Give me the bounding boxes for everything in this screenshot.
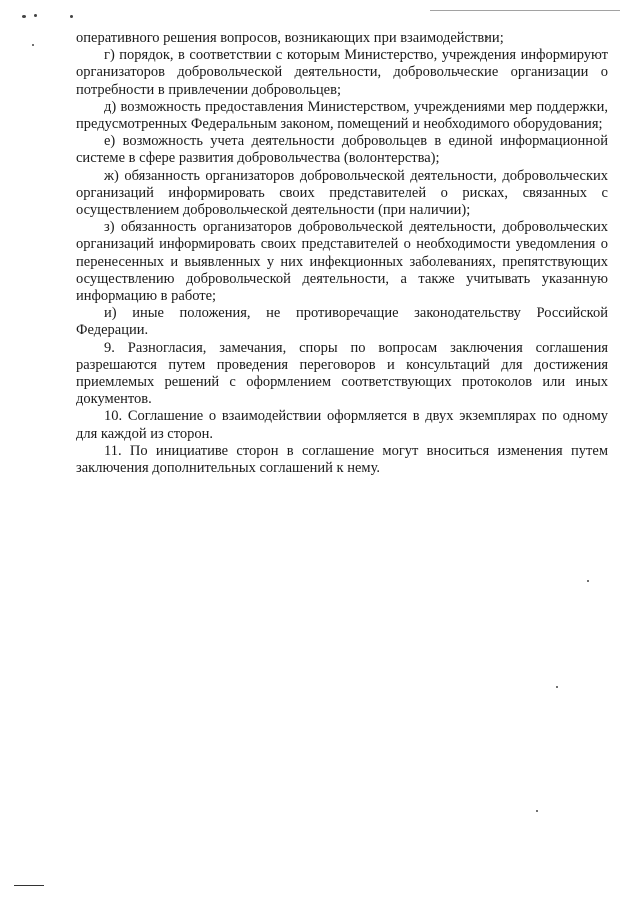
scan-artifact-top-line (430, 10, 620, 11)
clause-9: 9. Разногласия, замечания, споры по вопросам заключения соглашения разрешаются путем проведения переговоров и консультаций для достижения приемлемых решений с оформлением соответствующих протоколов или иных документов. (76, 339, 608, 408)
item-g: г) порядок, в соответствии с которым Министерство, учреждения информируют организаторов добровольческой деятельности, добровольческие организации о потребности в привлечении добровольцев; (76, 47, 608, 98)
document-body (76, 30, 608, 477)
scan-artifact-speck (556, 686, 558, 688)
scan-artifact-speck (34, 14, 37, 17)
item-zh: ж) обязанность организаторов добровольческой деятельности, добровольческих организаций информировать своих представителей о рисках, связанных с осуществлением добровольческой деятельности (при наличии); (76, 167, 608, 219)
item-d: д) возможность предоставления Министерством, учреждениями мер поддержки, предусмотренных Федеральным законом, помещений и необходимого оборудования; (76, 98, 608, 133)
scan-artifact-bottom-line (14, 885, 44, 886)
scan-artifact-speck (70, 15, 73, 18)
item-i: и) иные положения, не противоречащие законодательству Российской Федерации. (76, 305, 608, 339)
scan-artifact-speck (587, 580, 589, 582)
scan-artifact-speck (32, 44, 34, 46)
scan-artifact-speck (536, 810, 538, 812)
paragraph-continuation: оперативного решения вопросов, возникающих при взаимодействии; (76, 30, 504, 46)
item-e: е) возможность учета деятельности добровольцев в единой информационной системе в сфере развития добровольчества (волонтерства); (76, 133, 608, 167)
clause-11: 11. По инициативе сторон в соглашение могут вноситься изменения путем заключения дополнительных соглашений к нему. (76, 442, 608, 477)
clause-10: 10. Соглашение о взаимодействии оформляется в двух экземплярах по одному для каждой из сторон. (76, 408, 608, 442)
scan-artifact-speck (22, 15, 26, 18)
item-z: з) обязанность организаторов добровольческой деятельности, добровольческих организаций информировать своих представителей о необходимости уведомления о перенесенных и выявленных у них инфекционных заболеваниях, препятствующих осуществлению добровольческой деятельности, а также учитывать указанную информацию в работе; (76, 219, 608, 305)
